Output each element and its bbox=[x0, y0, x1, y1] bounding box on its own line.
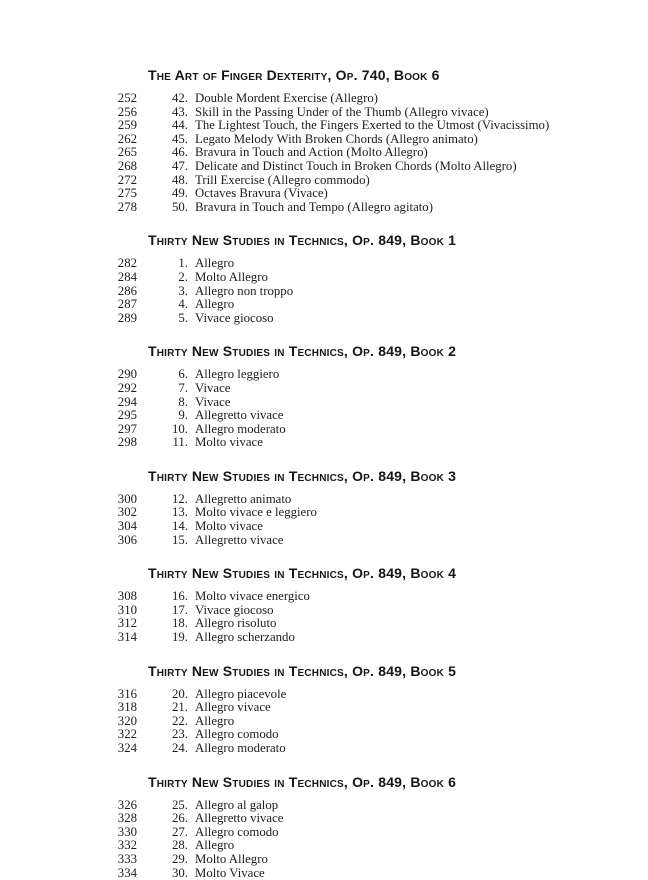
page-number: 304 bbox=[117, 519, 137, 534]
section-heading: Thirty New Studies in Technics, Op. 849, Book 6 bbox=[148, 773, 457, 790]
toc-row bbox=[0, 368, 648, 382]
item-title: Allegro bbox=[195, 297, 235, 312]
item-title: Allegretto animato bbox=[195, 491, 292, 506]
toc-row bbox=[0, 119, 648, 133]
item-number: 47. bbox=[172, 158, 188, 173]
toc-section bbox=[0, 664, 648, 756]
item-title: Allegro scherzando bbox=[195, 630, 295, 645]
item-title: Allegro al galop bbox=[195, 797, 279, 812]
item-title: Allegretto vivace bbox=[195, 408, 284, 423]
page-number: 316 bbox=[117, 686, 137, 701]
item-number: 1. bbox=[178, 256, 188, 271]
item-title: Bravura in Touch and Tempo (Allegro agitato) bbox=[195, 199, 433, 214]
toc-row bbox=[0, 728, 648, 742]
toc-row bbox=[0, 133, 648, 147]
toc-row bbox=[0, 701, 648, 715]
item-number: 4. bbox=[178, 297, 188, 312]
item-number: 13. bbox=[172, 505, 188, 520]
item-number: 30. bbox=[172, 865, 188, 880]
item-title: Trill Exercise (Allegro commodo) bbox=[195, 172, 370, 187]
page-number: 272 bbox=[117, 172, 137, 187]
page-number: 275 bbox=[117, 186, 137, 201]
toc-row bbox=[0, 382, 648, 396]
item-number: 21. bbox=[172, 700, 188, 715]
toc-row bbox=[0, 423, 648, 437]
page-number: 294 bbox=[117, 394, 137, 409]
item-title: Skill in the Passing Under of the Thumb (Allegro vivace) bbox=[195, 104, 489, 119]
item-number: 3. bbox=[178, 283, 188, 298]
toc-row bbox=[0, 826, 648, 840]
toc-row bbox=[0, 146, 648, 160]
item-number: 11. bbox=[172, 435, 188, 450]
section-heading: Thirty New Studies in Technics, Op. 849, Book 1 bbox=[148, 232, 457, 249]
page-number: 298 bbox=[117, 435, 137, 450]
item-title: Allegro bbox=[195, 838, 235, 853]
item-title: The Lightest Touch, the Fingers Exerted to the Utmost (Vivacissimo) bbox=[195, 118, 550, 133]
page-number: 308 bbox=[117, 589, 137, 604]
item-title: Bravura in Touch and Action (Molto Allegro) bbox=[195, 145, 428, 160]
page-number: 320 bbox=[117, 713, 137, 728]
item-number: 25. bbox=[172, 797, 188, 812]
item-number: 43. bbox=[172, 104, 188, 119]
toc-row bbox=[0, 298, 648, 312]
toc-row bbox=[0, 493, 648, 507]
item-number: 12. bbox=[172, 491, 188, 506]
page-number: 306 bbox=[117, 532, 137, 547]
item-number: 9. bbox=[178, 408, 188, 423]
item-number: 8. bbox=[178, 394, 188, 409]
section-heading: The Art of Finger Dexterity, Op. 740, Book 6 bbox=[148, 67, 440, 83]
item-number: 19. bbox=[172, 630, 188, 645]
toc-row bbox=[0, 257, 648, 271]
item-number: 23. bbox=[172, 727, 188, 742]
section-rows bbox=[0, 368, 648, 450]
item-number: 45. bbox=[172, 131, 188, 146]
toc-row bbox=[0, 799, 648, 813]
toc-row bbox=[0, 285, 648, 299]
item-title: Allegro non troppo bbox=[195, 283, 294, 298]
item-title: Molto vivace bbox=[195, 519, 263, 534]
toc-section bbox=[0, 469, 648, 547]
item-number: 2. bbox=[178, 269, 188, 284]
item-number: 17. bbox=[172, 602, 188, 617]
toc-row bbox=[0, 409, 648, 423]
item-title: Vivace giocoso bbox=[195, 602, 274, 617]
item-title: Allegro moderato bbox=[195, 421, 286, 436]
page-number: 256 bbox=[117, 104, 137, 119]
page-number: 334 bbox=[117, 865, 137, 880]
item-title: Allegro bbox=[195, 713, 235, 728]
page-number: 265 bbox=[117, 145, 137, 160]
item-number: 5. bbox=[178, 310, 188, 325]
item-number: 6. bbox=[178, 367, 188, 382]
page-number: 278 bbox=[117, 199, 137, 214]
section-heading: Thirty New Studies in Technics, Op. 849, Book 2 bbox=[148, 343, 457, 360]
toc-section bbox=[0, 775, 648, 880]
item-title: Allegretto vivace bbox=[195, 811, 284, 826]
item-title: Allegro bbox=[195, 256, 235, 271]
toc-row bbox=[0, 271, 648, 285]
page-number: 324 bbox=[117, 741, 137, 755]
section-rows bbox=[0, 257, 648, 325]
page-number: 262 bbox=[117, 131, 137, 146]
toc-row bbox=[0, 688, 648, 702]
section-heading: Thirty New Studies in Technics, Op. 849, Book 3 bbox=[148, 467, 457, 484]
toc-section bbox=[0, 233, 648, 325]
item-title: Molto Vivace bbox=[195, 865, 265, 880]
toc-row bbox=[0, 520, 648, 534]
toc-row bbox=[0, 867, 648, 880]
item-number: 26. bbox=[172, 811, 188, 826]
page-number: 326 bbox=[117, 797, 137, 812]
item-title: Allegro risoluto bbox=[195, 616, 277, 631]
page-number: 252 bbox=[117, 91, 137, 105]
section-rows bbox=[0, 688, 648, 756]
page-number: 300 bbox=[117, 491, 137, 506]
section-rows bbox=[0, 799, 648, 880]
item-number: 27. bbox=[172, 824, 188, 839]
toc-row bbox=[0, 812, 648, 826]
page-number: 312 bbox=[117, 616, 137, 631]
page-number: 310 bbox=[117, 602, 137, 617]
toc-section bbox=[0, 344, 648, 450]
item-number: 46. bbox=[172, 145, 188, 160]
item-number: 10. bbox=[172, 421, 188, 436]
section-rows bbox=[0, 493, 648, 547]
item-number: 50. bbox=[172, 199, 188, 214]
item-title: Allegro comodo bbox=[195, 727, 279, 742]
page-number: 286 bbox=[117, 283, 137, 298]
item-number: 16. bbox=[172, 589, 188, 604]
item-title: Allegro moderato bbox=[195, 741, 286, 755]
page-number: 289 bbox=[117, 310, 137, 325]
toc-row bbox=[0, 201, 648, 215]
item-number: 7. bbox=[178, 380, 188, 395]
page-number: 333 bbox=[117, 851, 137, 866]
page-number: 328 bbox=[117, 811, 137, 826]
toc-row bbox=[0, 312, 648, 326]
item-title: Vivace giocoso bbox=[195, 310, 274, 325]
toc-row bbox=[0, 631, 648, 645]
item-title: Allegretto vivace bbox=[195, 532, 284, 547]
page-number: 322 bbox=[117, 727, 137, 742]
item-title: Molto Allegro bbox=[195, 851, 268, 866]
item-number: 20. bbox=[172, 686, 188, 701]
item-title: Octaves Bravura (Vivace) bbox=[195, 186, 328, 201]
page-number: 314 bbox=[117, 630, 137, 645]
item-title: Molto vivace energico bbox=[195, 589, 310, 604]
toc-row bbox=[0, 174, 648, 188]
item-number: 14. bbox=[172, 519, 188, 534]
item-number: 24. bbox=[172, 741, 188, 755]
page-number: 297 bbox=[117, 421, 137, 436]
page-number: 282 bbox=[117, 256, 137, 271]
page-number: 284 bbox=[117, 269, 137, 284]
toc-row bbox=[0, 187, 648, 201]
item-number: 44. bbox=[172, 118, 188, 133]
item-title: Allegro comodo bbox=[195, 824, 279, 839]
toc-row bbox=[0, 604, 648, 618]
section-rows bbox=[0, 590, 648, 644]
toc-row bbox=[0, 534, 648, 548]
toc-row bbox=[0, 106, 648, 120]
item-number: 49. bbox=[172, 186, 188, 201]
toc-row bbox=[0, 396, 648, 410]
toc-row bbox=[0, 506, 648, 520]
section-heading: Thirty New Studies in Technics, Op. 849, Book 4 bbox=[148, 565, 457, 582]
item-number: 28. bbox=[172, 838, 188, 853]
section-rows bbox=[0, 92, 648, 214]
item-title: Molto vivace bbox=[195, 435, 263, 450]
item-number: 15. bbox=[172, 532, 188, 547]
toc-row bbox=[0, 590, 648, 604]
item-number: 29. bbox=[172, 851, 188, 866]
page-number: 318 bbox=[117, 700, 137, 715]
page-number: 259 bbox=[117, 118, 137, 133]
item-title: Delicate and Distinct Touch in Broken Chords (Molto Allegro) bbox=[195, 158, 517, 173]
toc-section bbox=[0, 566, 648, 644]
section-heading: Thirty New Studies in Technics, Op. 849, Book 5 bbox=[148, 662, 457, 679]
page-number: 268 bbox=[117, 158, 137, 173]
item-number: 42. bbox=[172, 91, 188, 105]
page-number: 287 bbox=[117, 297, 137, 312]
page-number: 330 bbox=[117, 824, 137, 839]
page-number: 302 bbox=[117, 505, 137, 520]
item-title: Vivace bbox=[195, 394, 231, 409]
toc-row bbox=[0, 92, 648, 106]
item-title: Allegro piacevole bbox=[195, 686, 287, 701]
toc-row bbox=[0, 839, 648, 853]
item-title: Molto vivace e leggiero bbox=[195, 505, 317, 520]
toc-row bbox=[0, 617, 648, 631]
item-number: 18. bbox=[172, 616, 188, 631]
item-number: 48. bbox=[172, 172, 188, 187]
page-number: 295 bbox=[117, 408, 137, 423]
item-title: Allegro vivace bbox=[195, 700, 271, 715]
item-title: Vivace bbox=[195, 380, 231, 395]
toc-row bbox=[0, 742, 648, 756]
toc-section bbox=[0, 68, 648, 214]
page-number: 332 bbox=[117, 838, 137, 853]
toc-row bbox=[0, 160, 648, 174]
item-title: Molto Allegro bbox=[195, 269, 268, 284]
toc-row bbox=[0, 715, 648, 729]
page-number: 292 bbox=[117, 380, 137, 395]
item-title: Legato Melody With Broken Chords (Allegro animato) bbox=[195, 131, 478, 146]
item-title: Allegro leggiero bbox=[195, 367, 280, 382]
item-title: Double Mordent Exercise (Allegro) bbox=[195, 91, 379, 105]
toc-row bbox=[0, 853, 648, 867]
page-number: 290 bbox=[117, 367, 137, 382]
item-number: 22. bbox=[172, 713, 188, 728]
toc-row bbox=[0, 436, 648, 450]
